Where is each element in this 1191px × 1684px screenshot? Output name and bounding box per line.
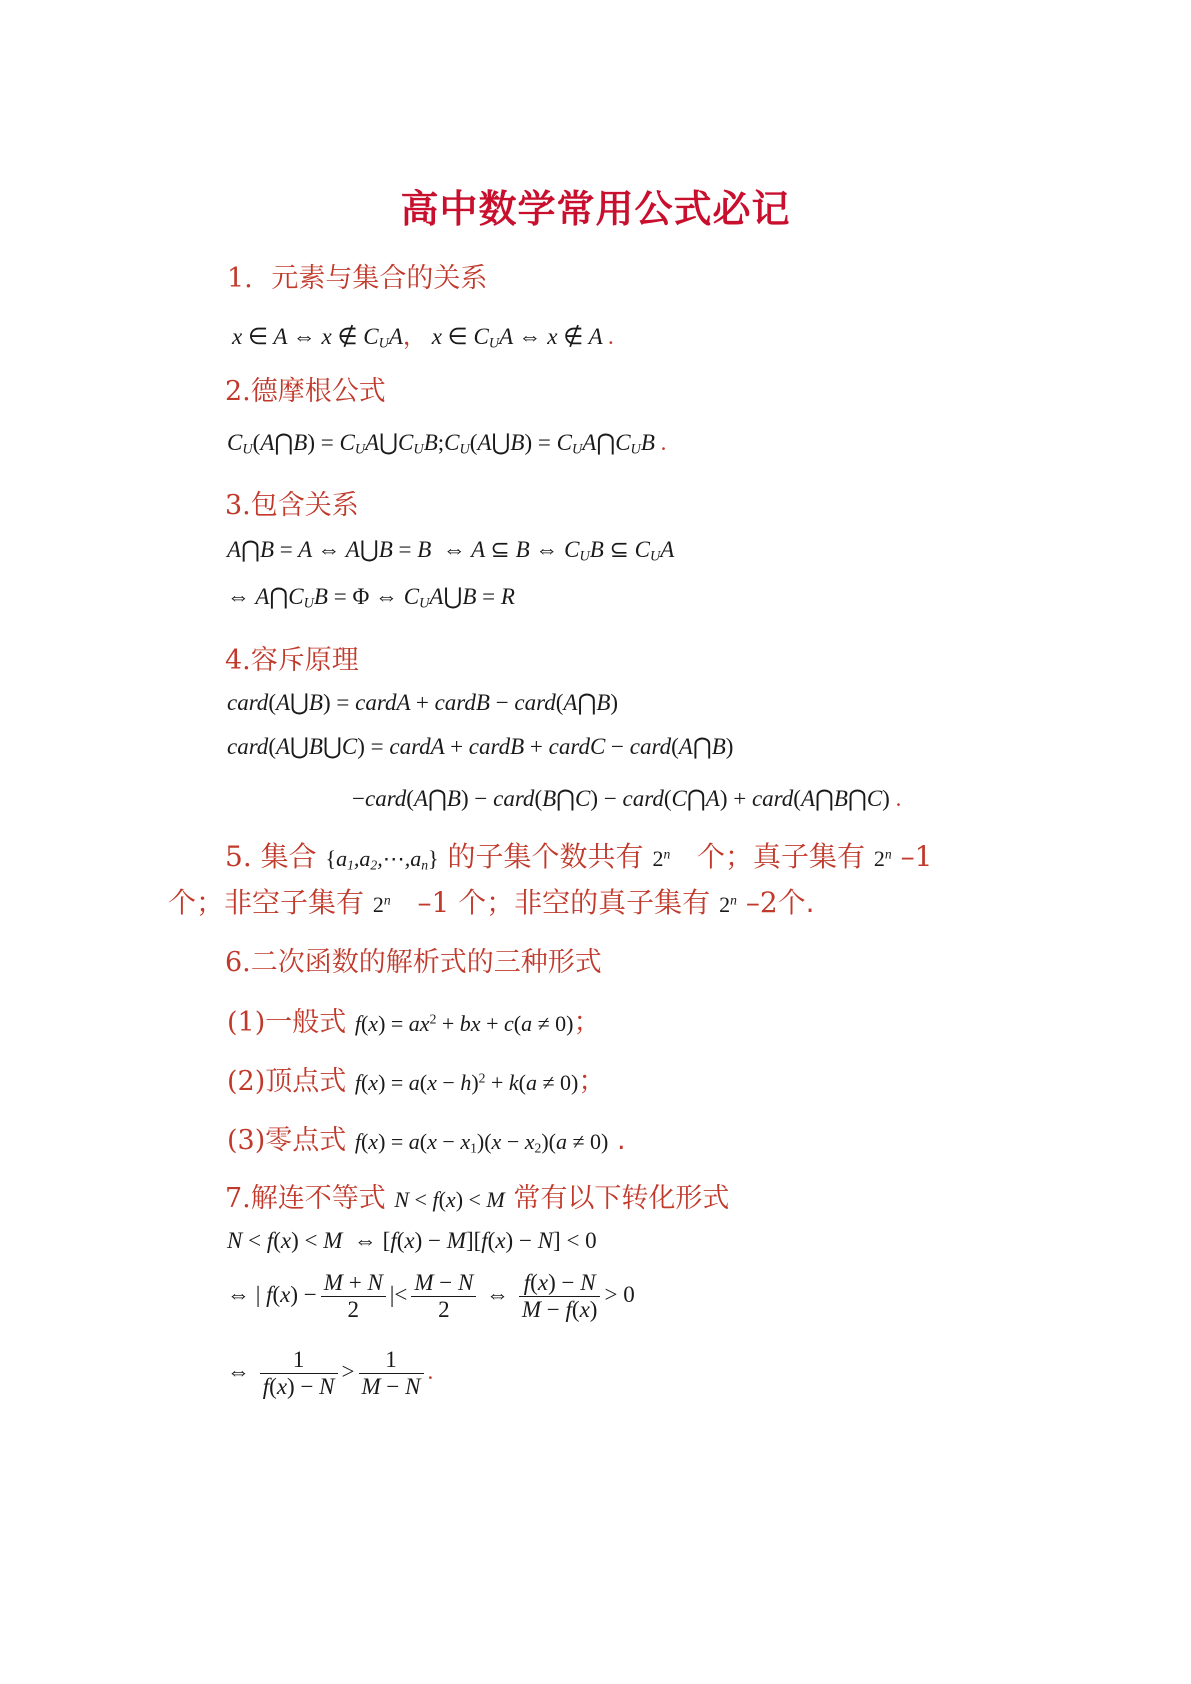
section-6-heading <box>225 940 602 979</box>
section-5-text-5: 个；非空的真子集有 <box>458 886 711 919</box>
fraction-m-plus-n-over-2: $\frac{M + N}{2}$ <box>321 1270 386 1323</box>
formula-inclusion-1: A⋂B = A ⇔ A⋃B = B ⇔ A ⊆ B ⇔ $C_UB$ ⊆ $C_UA$ <box>227 537 675 565</box>
power-2n-3: 2$^n$ <box>372 892 391 917</box>
formula-inclusion-exclusion-3a: card(A⋃B⋃C) = cardA + cardB + cardC − card(A⋂B) <box>227 734 734 759</box>
fraction-fx-minus-n-over-m-minus-fx: $\frac{f(x) - N}{M - f(x)}$ <box>519 1270 601 1323</box>
set-expression: $\{a_1,a_2,\cdots,a_n\}$ <box>325 846 439 873</box>
fraction-1-over-m-minus-n: $\frac{1}{M - N}$ <box>359 1347 424 1400</box>
form-2-label: 顶点式 <box>265 1066 347 1097</box>
formula-inequality-2: ⇔ | f(x) − $\frac{M + N}{2}$ |< $\frac{M - N}{2}$ ⇔ $\frac{f(x) - N}{M - f(x)}$ > 0 <box>227 1270 635 1322</box>
section-5-text-6: 个. <box>777 886 815 919</box>
section-5-text-2: 的子集个数共有 <box>447 840 644 873</box>
form-3-number: (3) <box>227 1125 266 1156</box>
section-6-title: 二次函数的解析式的三种形式 <box>250 947 602 978</box>
section-5-number: 5. <box>225 840 252 873</box>
minus-two: –2 <box>745 886 778 919</box>
section-7-heading <box>225 1176 729 1215</box>
section-7-text-2: 常有以下转化形式 <box>513 1183 730 1214</box>
section-1-number: 1. <box>227 263 253 294</box>
section-2-number: 2. <box>225 376 251 407</box>
section-4-number: 4. <box>225 645 251 676</box>
formula-inequality-3: ⇔ $\frac{1}{f(x) - N}$ > $\frac{1}{M - N}$ . <box>227 1347 434 1399</box>
power-2n-1: 2$^n$ <box>652 846 671 871</box>
form-2-number: (2) <box>227 1066 266 1097</box>
section-3-title: 包含关系 <box>250 490 359 521</box>
power-2n-2: 2$^n$ <box>873 846 892 871</box>
inequality-expression: N < f(x) < M <box>394 1187 505 1212</box>
quadratic-vertex-form: (2)顶点式 $f(x) = a(x - h)^2 + k(a \ne 0)$； <box>227 1066 606 1097</box>
section-1-heading <box>227 256 487 295</box>
section-3-number: 3. <box>225 490 251 521</box>
formula-inclusion-exclusion-3b: −card(A⋂B) − card(B⋂C) − card(C⋂A) + card(A⋂B⋂C) . <box>352 786 902 811</box>
minus-one-1: –1 <box>900 840 933 873</box>
section-7-number: 7. <box>225 1183 251 1214</box>
section-3-heading <box>225 483 359 522</box>
formula-general-form: $f(x) = ax^2$ + bx + c(a ≠ 0) <box>354 1011 574 1036</box>
section-5-line-2 <box>168 881 815 921</box>
formula-inequality-1: N < f(x) < M ⇔ [f(x) − M][f(x) − N] < 0 <box>227 1228 597 1253</box>
section-4-title: 容斥原理 <box>250 645 359 676</box>
form-1-number: (1) <box>227 1007 266 1038</box>
section-2-heading <box>225 369 386 408</box>
formula-inclusion-2: ⇔ $A⋂C_UB = \Phi$ ⇔ $C_UA⋃B = R$ <box>227 584 515 612</box>
formula-inclusion-exclusion-2: card(A⋃B) = cardA + cardB − card(A⋂B) <box>227 690 619 715</box>
section-4-heading <box>225 638 359 677</box>
section-7-text-1: 解连不等式 <box>250 1183 386 1214</box>
section-2-title: 德摩根公式 <box>250 376 386 407</box>
power-2n-4: 2$^n$ <box>719 892 737 917</box>
section-6-number: 6. <box>225 947 251 978</box>
section-5-line-1 <box>225 835 932 875</box>
quadratic-zero-form: (3)零点式 $f(x) = a(x - x_1)(x - x_2)(a \ne 0)$ . <box>227 1125 626 1156</box>
form-3-label: 零点式 <box>265 1125 347 1156</box>
section-1-title: 元素与集合的关系 <box>271 263 488 294</box>
minus-one-2: –1 <box>417 886 450 919</box>
quadratic-general-form: (1)一般式 $f(x) = ax^2$ + bx + c(a ≠ 0)； <box>227 1007 601 1038</box>
section-5-text-4: 个；非空子集有 <box>168 886 365 919</box>
formula-vertex-form: $f(x) = a(x - h)^2 + k(a \ne 0)$ <box>354 1070 579 1095</box>
formula-de-morgan: $C_U(A⋂B)$ = $C_UA⋃C_UB;C_U(A⋃B)$ = $C_UA⋂C_UB$ . <box>227 430 667 458</box>
section-5-text-1: 集合 <box>260 840 317 873</box>
fraction-1-over-fx-minus-n: $\frac{1}{f(x) - N}$ <box>260 1347 338 1400</box>
form-1-label: 一般式 <box>265 1007 347 1038</box>
fraction-m-minus-n-over-2: $\frac{M - N}{2}$ <box>411 1270 476 1323</box>
page-title: 高中数学常用公式必记 <box>400 187 791 231</box>
formula-zero-form: $f(x) = a(x - x_1)(x - x_2)(a \ne 0)$ <box>354 1129 609 1156</box>
section-5-text-3: 个；真子集有 <box>696 840 865 873</box>
formula-element-set: x ∈ A ⇔ x ∉ $C_UA$， x ∈ $C_UA$ ⇔ x ∉ A . <box>232 324 614 352</box>
